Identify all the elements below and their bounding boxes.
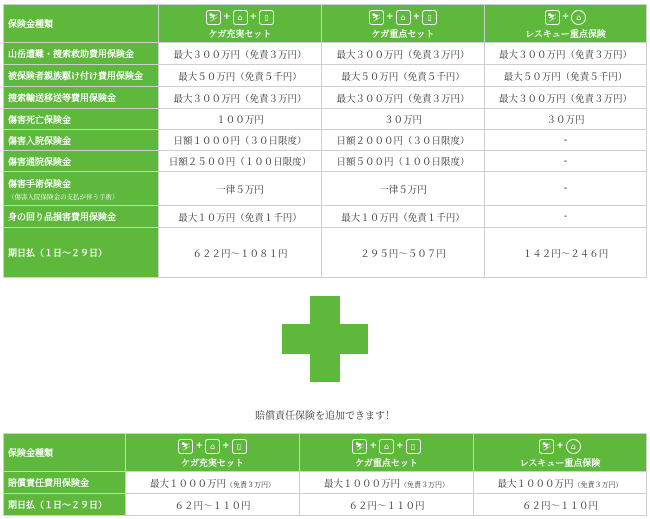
cell: 最大３００万円（免責３万円）: [322, 43, 485, 65]
plus-icon: +: [396, 441, 404, 451]
skier-icon: ⛷: [206, 10, 221, 25]
skier-icon: ⛷: [545, 10, 560, 25]
plan-name: レスキュー重点保険: [519, 459, 601, 469]
plus-icon: +: [561, 12, 570, 22]
cell-note: （免責３万円）: [573, 480, 623, 489]
row-label: 期日払（１日〜２９日）: [4, 228, 159, 278]
cell: -: [485, 130, 647, 151]
cell: -: [485, 206, 647, 228]
table-row: [4, 472, 647, 494]
cell: ６２２円〜１０８１円: [159, 228, 322, 278]
cell-value: 最大１０００万円: [497, 478, 574, 490]
table-row: [4, 109, 647, 130]
cell: -: [485, 151, 647, 172]
plan-header-3: [474, 434, 647, 472]
header-label: 保険金種類: [4, 5, 159, 43]
phone-icon: ▯: [259, 10, 274, 25]
cell-note: （免責３万円）: [226, 480, 275, 489]
cell: 最大３００万円（免責３万円）: [322, 87, 485, 109]
plus-icon: +: [385, 12, 394, 22]
cell-value: 最大１０００万円: [323, 478, 400, 490]
house-icon: ⌂: [566, 439, 581, 454]
table-row: [4, 151, 647, 172]
cell: -: [485, 172, 647, 206]
cell: [126, 472, 300, 494]
skier-icon: ⛷: [178, 439, 193, 454]
skier-icon: ⛷: [369, 10, 384, 25]
cell: ６２円〜１１０円: [300, 494, 474, 516]
cell: 最大３００万円（免責３万円）: [159, 87, 322, 109]
cell: 最大１０万円（免責１千円）: [322, 206, 485, 228]
table-row: [4, 494, 647, 516]
cell: [474, 472, 647, 494]
row-label: 傷害死亡保険金: [4, 109, 159, 130]
cell: 日額２０００円（３０日限度）: [322, 130, 485, 151]
skier-icon: ⛷: [539, 439, 554, 454]
row-label: 捜索輸送移送等費用保険金: [4, 87, 159, 109]
plus-icon: +: [222, 12, 231, 22]
table-row: [4, 172, 647, 206]
cell: 最大３００万円（免責３万円）: [485, 87, 647, 109]
phone-icon: ▯: [422, 10, 437, 25]
plan-header-1: [126, 434, 300, 472]
cell: ６２円〜１１０円: [126, 494, 300, 516]
table-row: [4, 87, 647, 109]
cell-value: 最大１０００万円: [149, 478, 226, 490]
plan-header-3: [485, 5, 647, 43]
plan-name: ケガ充実セット: [181, 459, 244, 469]
row-label-main: 傷害手術保険金: [8, 179, 72, 190]
plan-header-1: [159, 5, 322, 43]
house-icon: ⌂: [571, 10, 586, 25]
plus-icon: +: [412, 12, 421, 22]
plus-icon: +: [369, 441, 377, 451]
phone-icon: ▯: [406, 439, 421, 454]
cell: １００万円: [159, 109, 322, 130]
cell: 日額５００円（１００日限度）: [322, 151, 485, 172]
house-icon: ⌂: [205, 439, 220, 454]
row-label: [4, 172, 159, 206]
row-sublabel: （傷害入院保険金の支払が伴う手術）: [8, 192, 119, 201]
cell: 最大３００万円（免責３万円）: [485, 43, 647, 65]
row-label: 期日払（１日〜２９日）: [4, 494, 126, 516]
cell: 最大５０万円（免責５千円）: [485, 65, 647, 87]
add-liability-note: 賠償責任保険を追加できます！: [255, 411, 395, 422]
cell: 最大５０万円（免責５千円）: [322, 65, 485, 87]
table-row: [4, 43, 647, 65]
row-label: 傷害入院保険金: [4, 130, 159, 151]
plus-icon: +: [556, 441, 564, 451]
cell: ３０万円: [485, 109, 647, 130]
house-icon: ⌂: [396, 10, 411, 25]
cell: ３０万円: [322, 109, 485, 130]
skier-icon: ⛷: [352, 439, 367, 454]
cell: ２９５円〜５０７円: [322, 228, 485, 278]
header-label: 保険金種類: [4, 434, 126, 472]
plus-icon: +: [195, 441, 203, 451]
cell: 一律５万円: [159, 172, 322, 206]
cell: 日額１０００円（３０日限度）: [159, 130, 322, 151]
row-label: 山岳遭難・捜索救助費用保険金: [4, 43, 159, 65]
cell: 日額２５００円（１００日限度）: [159, 151, 322, 172]
row-label: 賠償責任費用保険金: [4, 472, 126, 494]
plus-icon: +: [249, 12, 258, 22]
liability-table: [3, 433, 647, 516]
table-row: [4, 65, 647, 87]
cell: 一律５万円: [322, 172, 485, 206]
cell: １４２円〜２４６円: [485, 228, 647, 278]
coverage-table: [3, 4, 647, 278]
phone-icon: ▯: [232, 439, 247, 454]
house-icon: ⌂: [379, 439, 394, 454]
cell: ６２円〜１１０円: [474, 494, 647, 516]
plan-header-2: [322, 5, 485, 43]
row-label: 身の回り品損害費用保険金: [4, 206, 159, 228]
big-plus-icon: [282, 296, 368, 382]
table-row: [4, 228, 647, 278]
row-label: 被保険者親族駆け付け費用保険金: [4, 65, 159, 87]
plan-name: ケガ重点セット: [371, 30, 435, 40]
plan-header-2: [300, 434, 474, 472]
table-row: [4, 206, 647, 228]
row-label: 傷害通院保険金: [4, 151, 159, 172]
plan-name: レスキュー重点保険: [525, 30, 606, 40]
cell-note: （免責３万円）: [400, 480, 449, 489]
cell: 最大１０万円（免責１千円）: [159, 206, 322, 228]
cell: [300, 472, 474, 494]
house-icon: ⌂: [233, 10, 248, 25]
cell: 最大５０万円（免責５千円）: [159, 65, 322, 87]
table-row: [4, 130, 647, 151]
plan-name: ケガ重点セット: [355, 459, 418, 469]
plan-name: ケガ充実セット: [208, 30, 272, 40]
plus-icon: +: [222, 441, 230, 451]
cell: 最大３００万円（免責３万円）: [159, 43, 322, 65]
